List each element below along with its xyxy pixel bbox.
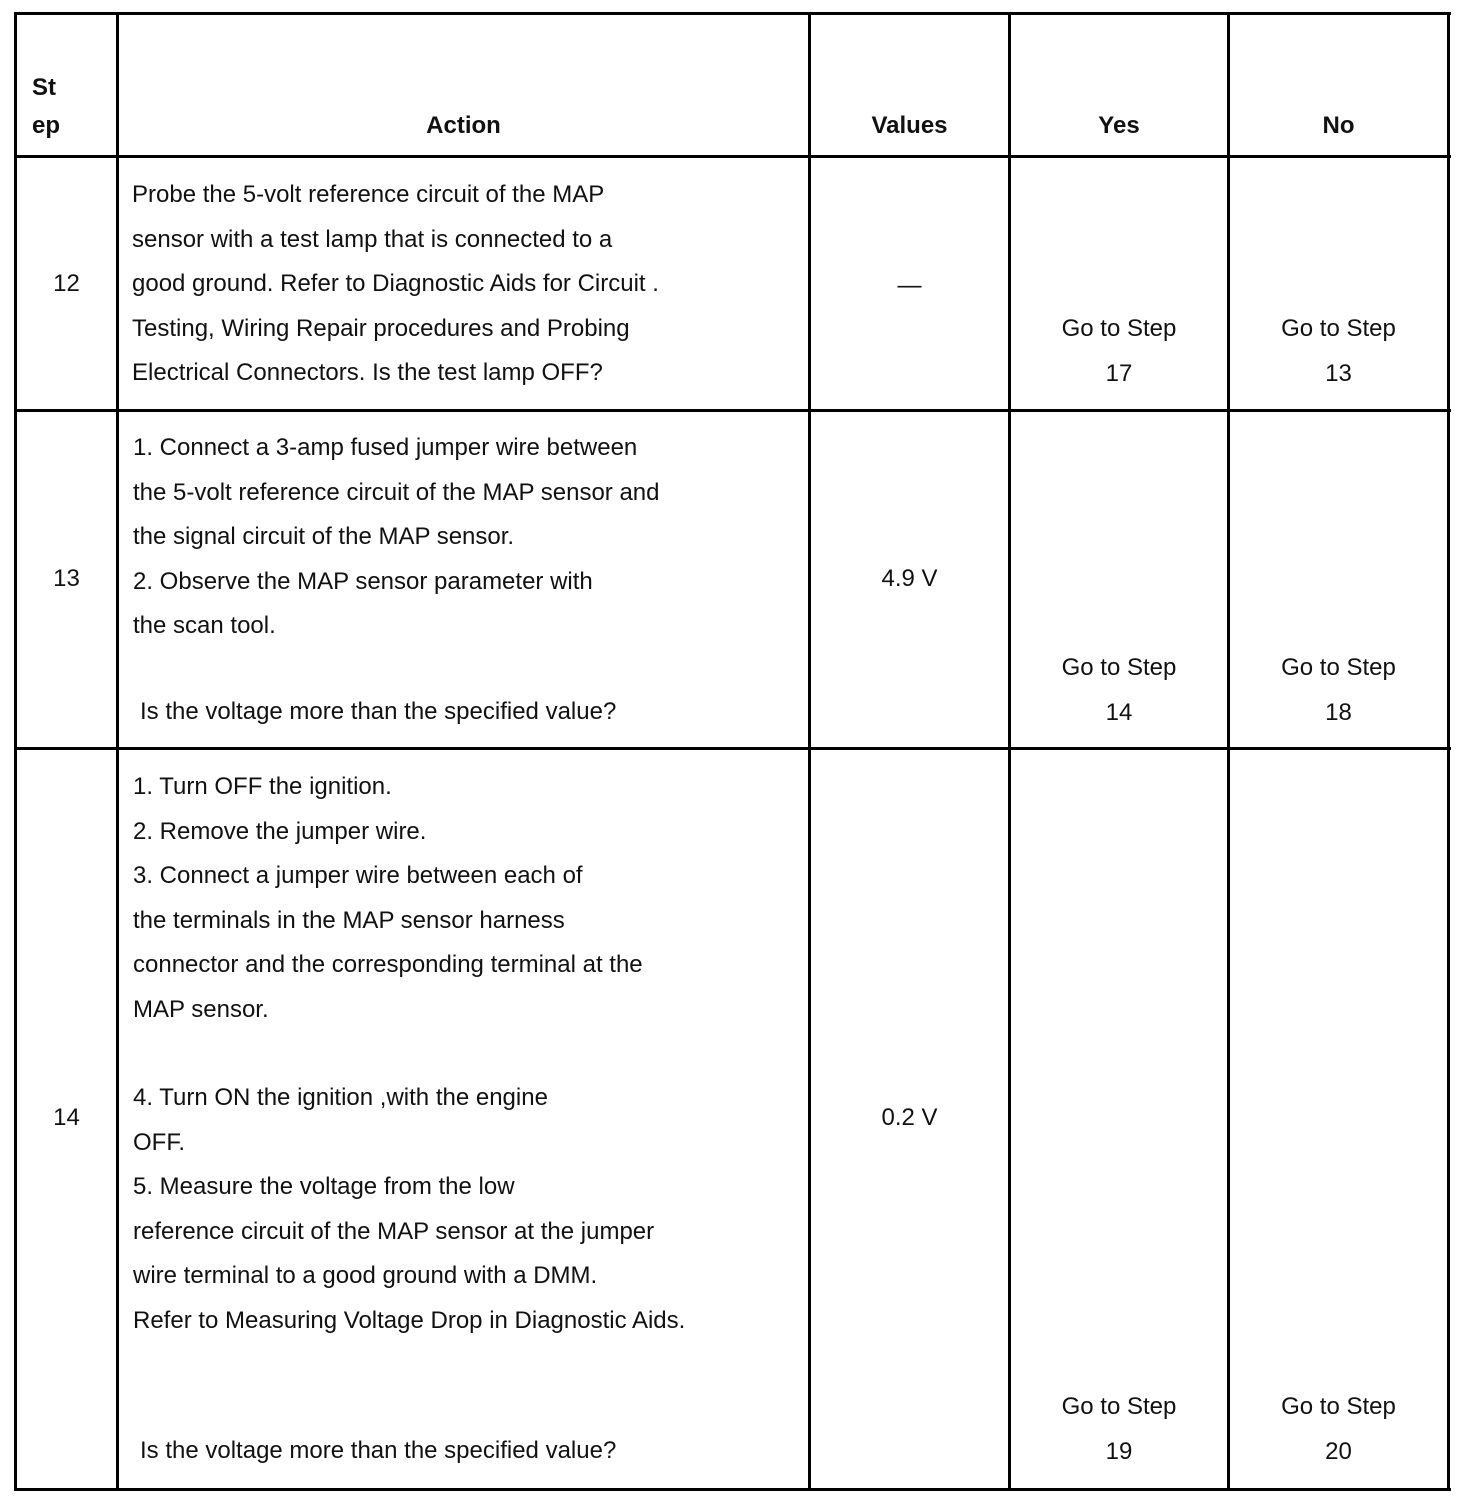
column-divider [116,12,119,1491]
action-line: the signal circuit of the MAP sensor. [133,523,515,551]
column-divider [1008,12,1011,1491]
action-line: reference circuit of the MAP sensor at the jumper [133,1217,655,1245]
no-step: 13 [1325,359,1352,387]
header-yes: Yes [1098,112,1140,139]
diagnostic-table [14,12,1451,1491]
column-divider [808,12,811,1491]
header-no: No [1322,112,1355,139]
step-number: 14 [53,1104,80,1131]
no-label: Go to Step [1281,315,1396,342]
action-line: 1. Connect a 3-amp fused jumper wire between [133,434,638,461]
action-line: the scan tool. [133,612,276,640]
table-border-left [14,12,17,1491]
action-line: 3. Connect a jumper wire between each of [133,862,583,890]
yes-cell [1011,307,1227,396]
action-line: connector and the corresponding terminal at the [133,951,643,979]
row-divider [14,747,1451,750]
table-border-right [1447,12,1450,1491]
yes-label: Go to Step [1061,1393,1177,1420]
action-line: the terminals in the MAP sensor harness [133,906,565,934]
action-line: sensor with a test lamp that is connected to a [132,225,613,253]
action-line: Electrical Connectors. Is the test lamp OFF? [132,359,603,387]
no-cell [1230,646,1447,735]
no-cell [1230,1385,1447,1474]
no-step: 18 [1325,698,1352,726]
no-label: Go to Step [1281,1393,1396,1420]
column-divider [1227,12,1230,1491]
step-number: 12 [53,270,80,297]
action-line: OFF. [133,1128,185,1156]
yes-step: 14 [1105,698,1133,726]
value-cell: — [897,272,922,299]
value-cell: 4.9 V [881,565,938,592]
action-cell [133,426,660,649]
header-action: Action [426,112,501,139]
action-cell [133,765,643,1033]
table-border-top [14,12,1451,15]
action-line: good ground. Refer to Diagnostic Aids for Circuit . [132,270,659,298]
action-line: Probe the 5-volt reference circuit of the MAP [132,181,605,208]
action-line: 5. Measure the voltage from the low [133,1173,515,1201]
no-cell [1230,307,1447,396]
action-line: MAP sensor. [133,995,269,1023]
value-cell: 0.2 V [881,1104,938,1131]
action-cell-continued [133,1076,685,1344]
yes-cell [1011,646,1227,735]
action-question: Is the voltage more than the specified value? [140,698,617,725]
row-divider [14,155,1451,158]
action-line: Testing, Wiring Repair procedures and Probing [132,314,630,342]
row-divider [14,409,1451,412]
action-line: 4. Turn ON the ignition ,with the engine [133,1084,548,1111]
action-line: 2. Remove the jumper wire. [133,817,427,845]
header-step: St ep [32,74,61,139]
action-line: Refer to Measuring Voltage Drop in Diagnostic Aids. [133,1306,686,1334]
table-border-bottom [14,1488,1451,1491]
no-label: Go to Step [1281,654,1396,681]
yes-label: Go to Step [1061,654,1177,681]
action-line: the 5-volt reference circuit of the MAP sensor and [133,478,660,506]
action-question: Is the voltage more than the specified value? [140,1437,617,1464]
action-line: wire terminal to a good ground with a DMM. [133,1262,598,1290]
yes-cell [1011,1385,1227,1474]
yes-label: Go to Step [1061,315,1177,342]
action-line: 2. Observe the MAP sensor parameter with [133,567,593,595]
action-line: 1. Turn OFF the ignition. [133,773,392,800]
yes-step: 19 [1105,1437,1133,1465]
header-values: Values [871,112,948,139]
step-number: 13 [53,565,80,592]
yes-step: 17 [1105,359,1133,387]
action-cell [132,173,659,396]
no-step: 20 [1325,1437,1352,1465]
